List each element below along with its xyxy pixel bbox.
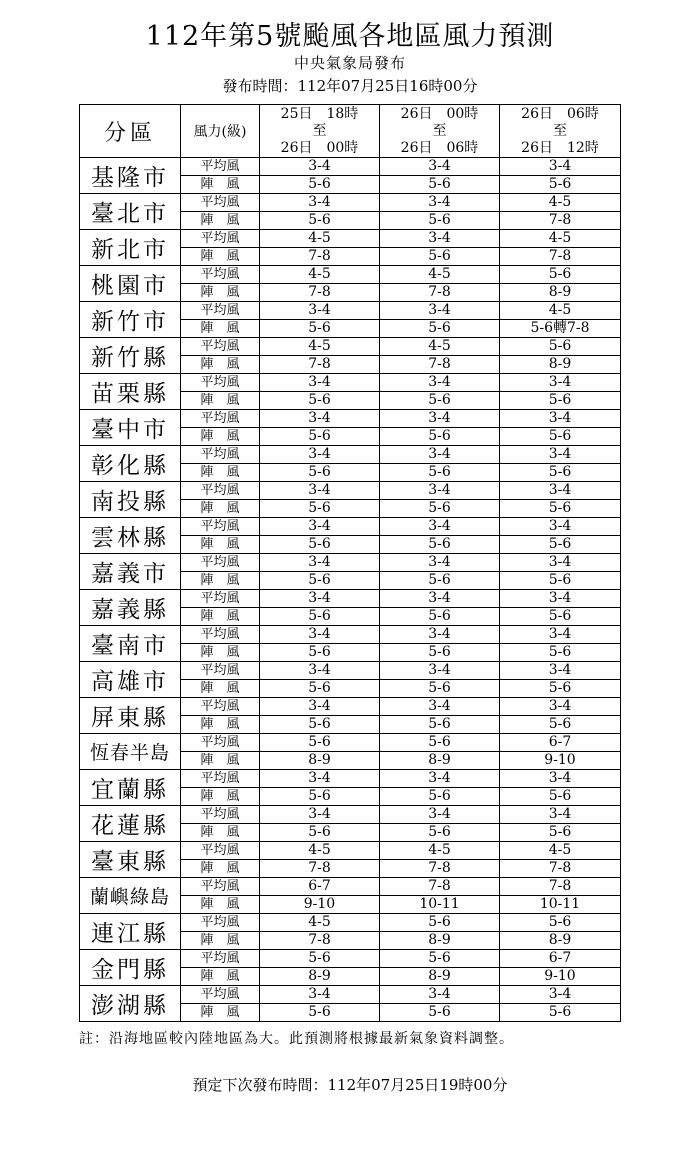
table-row-avg bbox=[80, 446, 621, 464]
region-name: 南投縣 bbox=[80, 482, 181, 518]
avg-wind-value: 3-4 bbox=[500, 410, 621, 428]
gust-value: 5-6 bbox=[260, 680, 380, 698]
region-name: 連江縣 bbox=[80, 914, 181, 950]
avg-wind-value: 4-5 bbox=[260, 230, 380, 248]
avg-wind-value: 3-4 bbox=[380, 986, 500, 1004]
avg-wind-value: 3-4 bbox=[260, 302, 380, 320]
avg-wind-value: 3-4 bbox=[500, 626, 621, 644]
table-row-avg bbox=[80, 374, 621, 392]
gust-value: 5-6 bbox=[380, 392, 500, 410]
avg-wind-value: 3-4 bbox=[380, 302, 500, 320]
period-from: 26日 06時 bbox=[521, 105, 599, 122]
avg-wind-value: 4-5 bbox=[500, 194, 621, 212]
gust-value: 8-9 bbox=[260, 752, 380, 770]
gust-value: 5-6 bbox=[260, 392, 380, 410]
gust-value: 10-11 bbox=[380, 896, 500, 914]
region-name: 金門縣 bbox=[80, 950, 181, 986]
table-row-avg bbox=[80, 986, 621, 1004]
table-row-avg bbox=[80, 302, 621, 320]
gust-value: 5-6 bbox=[380, 824, 500, 842]
gust-label: 陣 風 bbox=[181, 284, 260, 302]
avg-wind-label: 平均風 bbox=[181, 770, 260, 788]
gust-label: 陣 風 bbox=[181, 176, 260, 194]
table-body bbox=[80, 158, 621, 1022]
gust-value: 8-9 bbox=[260, 968, 380, 986]
avg-wind-value: 3-4 bbox=[380, 770, 500, 788]
avg-wind-label: 平均風 bbox=[181, 302, 260, 320]
avg-wind-value: 5-6 bbox=[380, 734, 500, 752]
gust-label: 陣 風 bbox=[181, 932, 260, 950]
table-row-avg bbox=[80, 410, 621, 428]
avg-wind-value: 3-4 bbox=[500, 986, 621, 1004]
gust-value: 5-6 bbox=[260, 464, 380, 482]
gust-value: 5-6 bbox=[260, 428, 380, 446]
period-from: 26日 00時 bbox=[400, 105, 479, 122]
gust-value: 5-6 bbox=[260, 644, 380, 662]
table-row-avg bbox=[80, 878, 621, 896]
gust-label: 陣 風 bbox=[181, 212, 260, 230]
avg-wind-value: 3-4 bbox=[500, 770, 621, 788]
period-to-label: 至 bbox=[312, 122, 327, 139]
table-row-avg bbox=[80, 626, 621, 644]
table-row-avg bbox=[80, 698, 621, 716]
table-row-avg bbox=[80, 194, 621, 212]
gust-value: 5-6 bbox=[260, 788, 380, 806]
period-to: 26日 06時 bbox=[400, 139, 479, 156]
gust-value: 5-6 bbox=[500, 500, 621, 518]
gust-value: 5-6 bbox=[260, 320, 380, 338]
avg-wind-value: 3-4 bbox=[380, 698, 500, 716]
gust-value: 7-8 bbox=[260, 248, 380, 266]
avg-wind-value: 3-4 bbox=[380, 482, 500, 500]
gust-label: 陣 風 bbox=[181, 824, 260, 842]
gust-value: 7-8 bbox=[260, 356, 380, 374]
gust-value: 5-6 bbox=[500, 608, 621, 626]
gust-value: 9-10 bbox=[500, 968, 621, 986]
avg-wind-value: 3-4 bbox=[260, 194, 380, 212]
gust-value: 8-9 bbox=[500, 284, 621, 302]
avg-wind-value: 3-4 bbox=[500, 698, 621, 716]
gust-label: 陣 風 bbox=[181, 860, 260, 878]
table-row-avg bbox=[80, 338, 621, 356]
gust-label: 陣 風 bbox=[181, 320, 260, 338]
gust-value: 5-6 bbox=[380, 716, 500, 734]
avg-wind-value: 3-4 bbox=[380, 230, 500, 248]
avg-wind-label: 平均風 bbox=[181, 266, 260, 284]
region-name: 臺北市 bbox=[80, 194, 181, 230]
table-row-avg bbox=[80, 950, 621, 968]
gust-value: 5-6 bbox=[380, 320, 500, 338]
gust-value: 5-6 bbox=[500, 680, 621, 698]
avg-wind-value: 6-7 bbox=[260, 878, 380, 896]
gust-value: 8-9 bbox=[380, 968, 500, 986]
avg-wind-value: 3-4 bbox=[380, 374, 500, 392]
gust-value: 5-6 bbox=[380, 248, 500, 266]
gust-value: 5-6 bbox=[380, 680, 500, 698]
gust-value: 5-6 bbox=[500, 1004, 621, 1022]
gust-label: 陣 風 bbox=[181, 752, 260, 770]
avg-wind-value: 3-4 bbox=[260, 986, 380, 1004]
avg-wind-value: 3-4 bbox=[500, 482, 621, 500]
gust-value: 5-6轉7-8 bbox=[500, 320, 621, 338]
region-name: 恆春半島 bbox=[80, 734, 181, 770]
avg-wind-label: 平均風 bbox=[181, 230, 260, 248]
gust-value: 7-8 bbox=[500, 860, 621, 878]
period-to: 26日 12時 bbox=[521, 139, 599, 156]
gust-value: 5-6 bbox=[260, 608, 380, 626]
avg-wind-value: 3-4 bbox=[260, 158, 380, 176]
gust-label: 陣 風 bbox=[181, 356, 260, 374]
gust-value: 7-8 bbox=[260, 932, 380, 950]
gust-value: 5-6 bbox=[380, 608, 500, 626]
gust-value: 7-8 bbox=[500, 212, 621, 230]
avg-wind-value: 3-4 bbox=[500, 518, 621, 536]
avg-wind-label: 平均風 bbox=[181, 698, 260, 716]
period-to: 26日 00時 bbox=[280, 139, 359, 156]
gust-value: 5-6 bbox=[500, 788, 621, 806]
avg-wind-value: 5-6 bbox=[500, 338, 621, 356]
gust-value: 5-6 bbox=[260, 176, 380, 194]
avg-wind-value: 4-5 bbox=[260, 914, 380, 932]
avg-wind-value: 3-4 bbox=[500, 554, 621, 572]
region-name: 雲林縣 bbox=[80, 518, 181, 554]
gust-label: 陣 風 bbox=[181, 1004, 260, 1022]
wind-forecast-table bbox=[79, 104, 621, 1022]
avg-wind-value: 5-6 bbox=[500, 914, 621, 932]
avg-wind-value: 3-4 bbox=[260, 446, 380, 464]
table-row-avg bbox=[80, 662, 621, 680]
avg-wind-value: 3-4 bbox=[260, 590, 380, 608]
avg-wind-label: 平均風 bbox=[181, 986, 260, 1004]
avg-wind-value: 3-4 bbox=[260, 806, 380, 824]
gust-value: 5-6 bbox=[380, 536, 500, 554]
gust-value: 5-6 bbox=[380, 428, 500, 446]
gust-label: 陣 風 bbox=[181, 536, 260, 554]
avg-wind-value: 3-4 bbox=[260, 698, 380, 716]
gust-label: 陣 風 bbox=[181, 788, 260, 806]
avg-wind-label: 平均風 bbox=[181, 734, 260, 752]
avg-wind-label: 平均風 bbox=[181, 842, 260, 860]
avg-wind-value: 4-5 bbox=[500, 230, 621, 248]
gust-value: 5-6 bbox=[260, 824, 380, 842]
avg-wind-value: 4-5 bbox=[380, 338, 500, 356]
region-name: 新竹縣 bbox=[80, 338, 181, 374]
gust-value: 5-6 bbox=[380, 572, 500, 590]
gust-value: 5-6 bbox=[380, 176, 500, 194]
avg-wind-value: 3-4 bbox=[500, 806, 621, 824]
avg-wind-value: 4-5 bbox=[380, 266, 500, 284]
avg-wind-value: 3-4 bbox=[260, 770, 380, 788]
table-row-avg bbox=[80, 770, 621, 788]
gust-label: 陣 風 bbox=[181, 644, 260, 662]
avg-wind-value: 3-4 bbox=[500, 374, 621, 392]
avg-wind-value: 7-8 bbox=[500, 878, 621, 896]
gust-value: 5-6 bbox=[500, 572, 621, 590]
region-name: 屏東縣 bbox=[80, 698, 181, 734]
avg-wind-value: 3-4 bbox=[260, 374, 380, 392]
region-name: 嘉義縣 bbox=[80, 590, 181, 626]
gust-value: 5-6 bbox=[260, 572, 380, 590]
avg-wind-label: 平均風 bbox=[181, 410, 260, 428]
table-row-avg bbox=[80, 806, 621, 824]
region-name: 基隆市 bbox=[80, 158, 181, 194]
table-row-avg bbox=[80, 914, 621, 932]
gust-value: 5-6 bbox=[380, 500, 500, 518]
gust-value: 5-6 bbox=[260, 716, 380, 734]
avg-wind-value: 3-4 bbox=[380, 446, 500, 464]
avg-wind-value: 3-4 bbox=[260, 482, 380, 500]
page-title: 112年第5號颱風各地區風力預測 bbox=[145, 21, 555, 52]
gust-value: 9-10 bbox=[500, 752, 621, 770]
gust-value: 5-6 bbox=[500, 716, 621, 734]
avg-wind-value: 3-4 bbox=[260, 410, 380, 428]
avg-wind-label: 平均風 bbox=[181, 950, 260, 968]
avg-wind-value: 3-4 bbox=[380, 158, 500, 176]
gust-label: 陣 風 bbox=[181, 464, 260, 482]
table-row-avg bbox=[80, 554, 621, 572]
region-name: 嘉義市 bbox=[80, 554, 181, 590]
region-name: 花蓮縣 bbox=[80, 806, 181, 842]
gust-value: 8-9 bbox=[380, 932, 500, 950]
gust-label: 陣 風 bbox=[181, 896, 260, 914]
avg-wind-value: 4-5 bbox=[380, 842, 500, 860]
region-name: 桃園市 bbox=[80, 266, 181, 302]
avg-wind-label: 平均風 bbox=[181, 194, 260, 212]
gust-value: 5-6 bbox=[380, 1004, 500, 1022]
avg-wind-value: 3-4 bbox=[260, 662, 380, 680]
avg-wind-value: 3-4 bbox=[260, 626, 380, 644]
avg-wind-label: 平均風 bbox=[181, 554, 260, 572]
avg-wind-label: 平均風 bbox=[181, 374, 260, 392]
table-header-row bbox=[80, 105, 621, 158]
avg-wind-value: 4-5 bbox=[500, 842, 621, 860]
avg-wind-value: 6-7 bbox=[500, 734, 621, 752]
gust-value: 5-6 bbox=[260, 1004, 380, 1022]
period-to-label: 至 bbox=[553, 122, 567, 139]
gust-value: 7-8 bbox=[260, 860, 380, 878]
avg-wind-value: 3-4 bbox=[260, 554, 380, 572]
gust-value: 5-6 bbox=[380, 788, 500, 806]
region-name: 臺東縣 bbox=[80, 842, 181, 878]
gust-value: 5-6 bbox=[260, 500, 380, 518]
table-row-avg bbox=[80, 266, 621, 284]
header-force: 風力(級) bbox=[181, 105, 260, 158]
gust-value: 7-8 bbox=[380, 356, 500, 374]
avg-wind-value: 3-4 bbox=[380, 194, 500, 212]
gust-value: 8-9 bbox=[380, 752, 500, 770]
gust-value: 8-9 bbox=[500, 356, 621, 374]
period-to-label: 至 bbox=[432, 122, 447, 139]
gust-label: 陣 風 bbox=[181, 392, 260, 410]
gust-value: 7-8 bbox=[500, 248, 621, 266]
avg-wind-value: 3-4 bbox=[380, 410, 500, 428]
gust-value: 5-6 bbox=[260, 536, 380, 554]
avg-wind-value: 3-4 bbox=[380, 806, 500, 824]
region-name: 高雄市 bbox=[80, 662, 181, 698]
gust-value: 5-6 bbox=[500, 644, 621, 662]
gust-value: 5-6 bbox=[380, 212, 500, 230]
table-row-avg bbox=[80, 734, 621, 752]
issuer: 中央氣象局發布 bbox=[293, 54, 406, 72]
avg-wind-value: 5-6 bbox=[260, 734, 380, 752]
gust-value: 5-6 bbox=[500, 428, 621, 446]
avg-wind-value: 3-4 bbox=[380, 662, 500, 680]
avg-wind-value: 3-4 bbox=[380, 626, 500, 644]
region-name: 彰化縣 bbox=[80, 446, 181, 482]
avg-wind-label: 平均風 bbox=[181, 914, 260, 932]
avg-wind-label: 平均風 bbox=[181, 446, 260, 464]
gust-label: 陣 風 bbox=[181, 968, 260, 986]
header-period-3 bbox=[500, 105, 621, 158]
avg-wind-value: 3-4 bbox=[380, 554, 500, 572]
period-from: 25日 18時 bbox=[280, 105, 359, 122]
gust-value: 7-8 bbox=[380, 860, 500, 878]
region-name: 新竹市 bbox=[80, 302, 181, 338]
avg-wind-value: 3-4 bbox=[380, 590, 500, 608]
gust-value: 5-6 bbox=[380, 644, 500, 662]
avg-wind-value: 4-5 bbox=[260, 338, 380, 356]
gust-label: 陣 風 bbox=[181, 680, 260, 698]
avg-wind-label: 平均風 bbox=[181, 482, 260, 500]
gust-value: 5-6 bbox=[260, 212, 380, 230]
avg-wind-value: 5-6 bbox=[380, 914, 500, 932]
next-issue-time: 預定下次發布時間：112年07月25日19時00分 bbox=[192, 1076, 508, 1094]
avg-wind-label: 平均風 bbox=[181, 338, 260, 356]
gust-value: 7-8 bbox=[260, 284, 380, 302]
avg-wind-value: 3-4 bbox=[500, 662, 621, 680]
gust-label: 陣 風 bbox=[181, 500, 260, 518]
avg-wind-value: 4-5 bbox=[500, 302, 621, 320]
region-name: 新北市 bbox=[80, 230, 181, 266]
table-row-avg bbox=[80, 482, 621, 500]
table-row-avg bbox=[80, 842, 621, 860]
gust-value: 5-6 bbox=[500, 464, 621, 482]
table-row-avg bbox=[80, 590, 621, 608]
gust-value: 7-8 bbox=[380, 284, 500, 302]
avg-wind-value: 3-4 bbox=[500, 590, 621, 608]
avg-wind-value: 5-6 bbox=[260, 950, 380, 968]
region-name: 宜蘭縣 bbox=[80, 770, 181, 806]
gust-value: 10-11 bbox=[500, 896, 621, 914]
table-row-avg bbox=[80, 230, 621, 248]
avg-wind-value: 4-5 bbox=[260, 842, 380, 860]
table-row-avg bbox=[80, 158, 621, 176]
avg-wind-value: 6-7 bbox=[500, 950, 621, 968]
region-name: 臺南市 bbox=[80, 626, 181, 662]
avg-wind-value: 3-4 bbox=[500, 446, 621, 464]
avg-wind-label: 平均風 bbox=[181, 662, 260, 680]
gust-label: 陣 風 bbox=[181, 608, 260, 626]
region-name: 苗栗縣 bbox=[80, 374, 181, 410]
avg-wind-label: 平均風 bbox=[181, 806, 260, 824]
gust-label: 陣 風 bbox=[181, 716, 260, 734]
gust-value: 5-6 bbox=[500, 536, 621, 554]
header-region: 分區 bbox=[80, 105, 181, 158]
avg-wind-label: 平均風 bbox=[181, 518, 260, 536]
gust-value: 5-6 bbox=[380, 464, 500, 482]
gust-value: 5-6 bbox=[500, 176, 621, 194]
avg-wind-label: 平均風 bbox=[181, 158, 260, 176]
header-period-2 bbox=[380, 105, 500, 158]
avg-wind-value: 3-4 bbox=[380, 518, 500, 536]
avg-wind-value: 5-6 bbox=[380, 950, 500, 968]
region-name: 蘭嶼綠島 bbox=[80, 878, 181, 914]
issued-time: 發布時間：112年07月25日16時00分 bbox=[222, 77, 478, 95]
gust-value: 8-9 bbox=[500, 932, 621, 950]
gust-label: 陣 風 bbox=[181, 428, 260, 446]
avg-wind-value: 7-8 bbox=[380, 878, 500, 896]
gust-value: 5-6 bbox=[500, 824, 621, 842]
gust-value: 9-10 bbox=[260, 896, 380, 914]
avg-wind-label: 平均風 bbox=[181, 878, 260, 896]
avg-wind-value: 3-4 bbox=[500, 158, 621, 176]
table-row-avg bbox=[80, 518, 621, 536]
footnote: 註：沿海地區較內陸地區為大。此預測將根據最新氣象資料調整。 bbox=[79, 1031, 514, 1047]
avg-wind-label: 平均風 bbox=[181, 626, 260, 644]
gust-value: 5-6 bbox=[500, 392, 621, 410]
region-name: 臺中市 bbox=[80, 410, 181, 446]
avg-wind-label: 平均風 bbox=[181, 590, 260, 608]
avg-wind-value: 4-5 bbox=[260, 266, 380, 284]
gust-label: 陣 風 bbox=[181, 248, 260, 266]
avg-wind-value: 3-4 bbox=[260, 518, 380, 536]
region-name: 澎湖縣 bbox=[80, 986, 181, 1022]
gust-label: 陣 風 bbox=[181, 572, 260, 590]
header-period-1 bbox=[260, 105, 380, 158]
avg-wind-value: 5-6 bbox=[500, 266, 621, 284]
